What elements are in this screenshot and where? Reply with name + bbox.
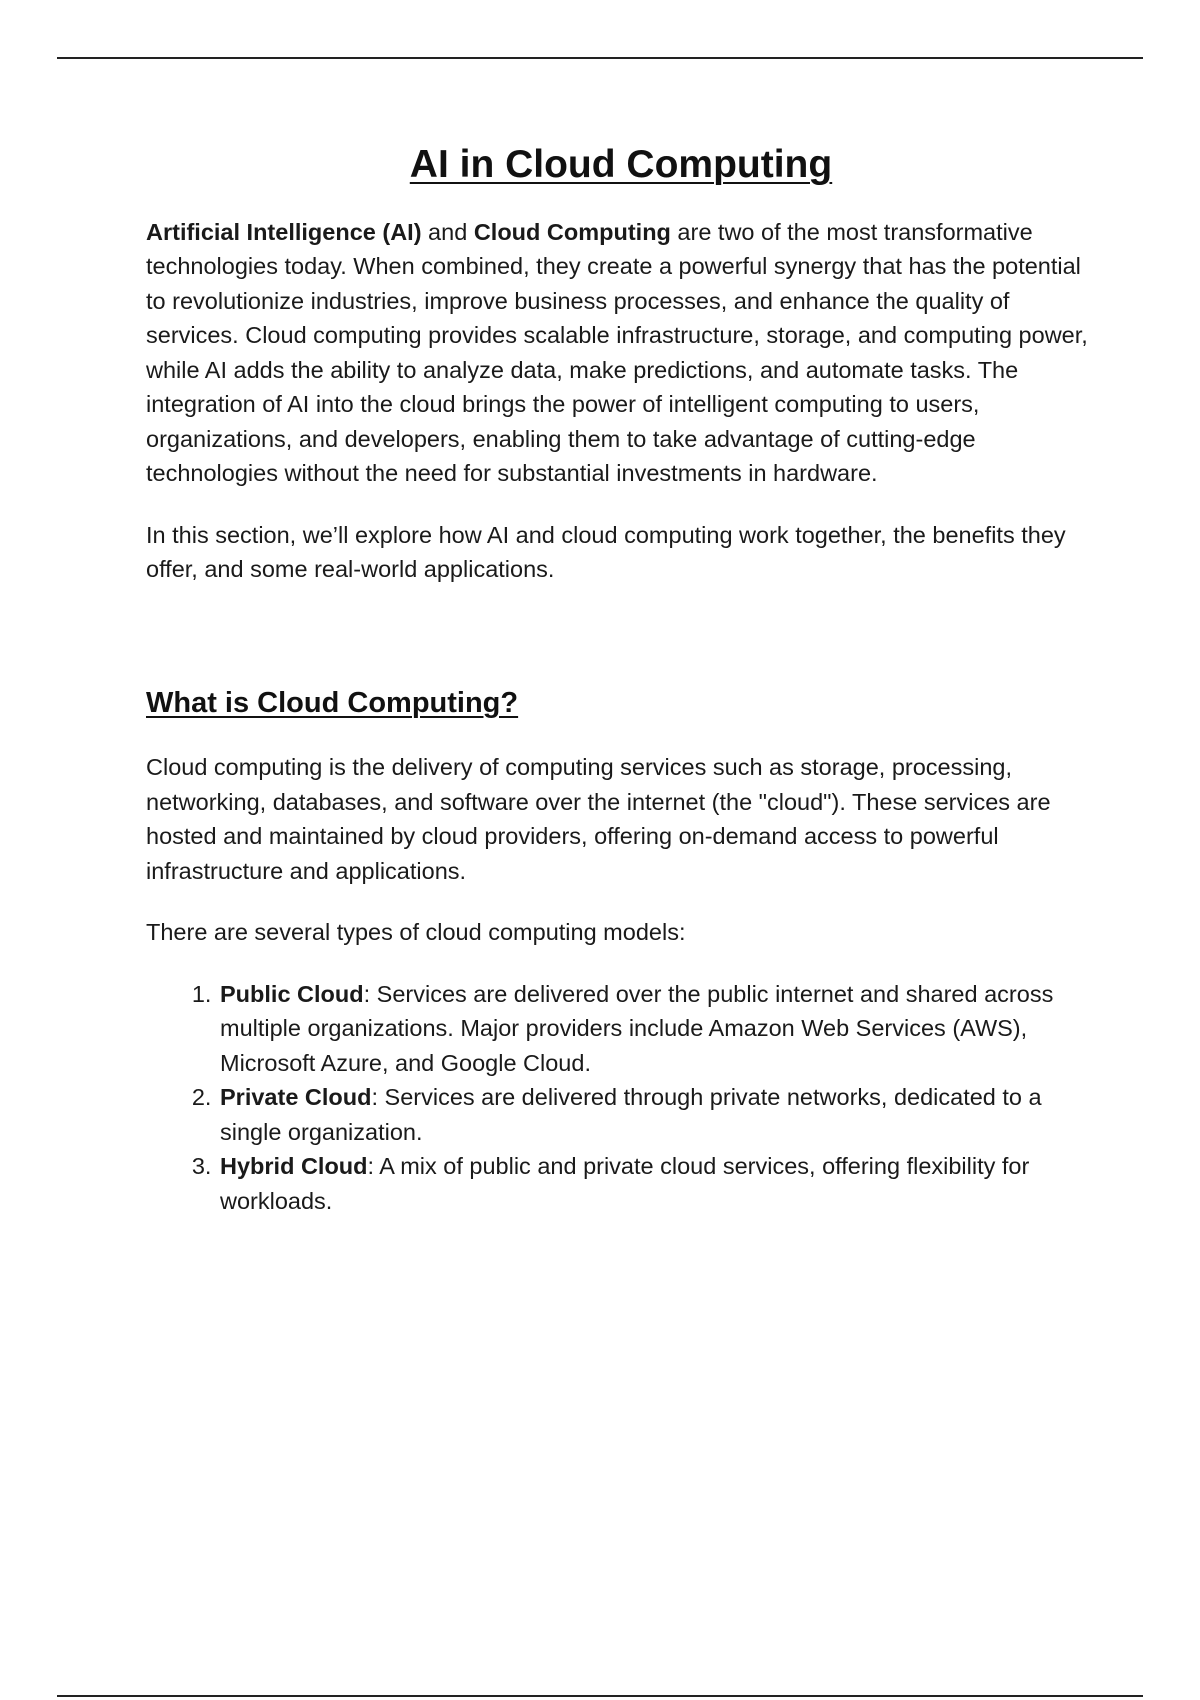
model-description: : Services are delivered through private networks, dedicated to a single organization. xyxy=(220,1084,1042,1145)
list-item xyxy=(218,1080,1096,1149)
intro-rest: are two of the most transformative technologies today. When combined, they create a powerful synergy that has the potential to revolutionize industries, improve business processes, and enhance the quality of services. Cloud computing provides scalable infrastructure, storage, and computing power, while AI adds the ability to analyze data, make predictions, and automate tasks. The integration of AI into the cloud brings the power of intelligent computing to users, organizations, and developers, enabling them to take advantage of cutting-edge technologies without the need for substantial investments in hardware. xyxy=(146,218,1088,487)
section-intro-paragraph: In this section, we’ll explore how AI and cloud computing work together, the benefits they offer, and some real-world applications. xyxy=(146,521,1066,583)
cloud-models-list xyxy=(146,977,1096,1219)
term-cloud-computing: Cloud Computing xyxy=(473,218,671,245)
model-description: : A mix of public and private cloud services, offering flexibility for workloads. xyxy=(220,1153,1030,1214)
intro-paragraph xyxy=(146,215,1096,491)
model-description: : Services are delivered over the public internet and shared across multiple organizations. Major providers include Amazon Web Services (AWS), Microsoft Azure, and Google Cloud. xyxy=(220,980,1054,1076)
list-item xyxy=(218,977,1096,1081)
footer-rule xyxy=(57,1695,1143,1697)
model-name: Private Cloud xyxy=(220,1084,372,1111)
model-name: Public Cloud xyxy=(220,980,364,1007)
model-name: Hybrid Cloud xyxy=(220,1153,368,1180)
intro-join: and xyxy=(421,218,474,245)
models-intro: There are several types of cloud computing models: xyxy=(146,919,686,946)
list-item xyxy=(218,1149,1096,1218)
document-page xyxy=(146,140,1096,1218)
section-heading: What is Cloud Computing? xyxy=(146,686,519,719)
cloud-definition-paragraph: Cloud computing is the delivery of computing services such as storage, processing, networking, databases, and software over the internet (the "cloud"). These services are hosted and maintained by cloud providers, offering on-demand access to powerful infrastructure and applications. xyxy=(146,754,1051,884)
header-rule xyxy=(57,57,1143,59)
term-ai: Artificial Intelligence (AI) xyxy=(146,218,422,245)
document-title: AI in Cloud Computing xyxy=(409,143,833,186)
